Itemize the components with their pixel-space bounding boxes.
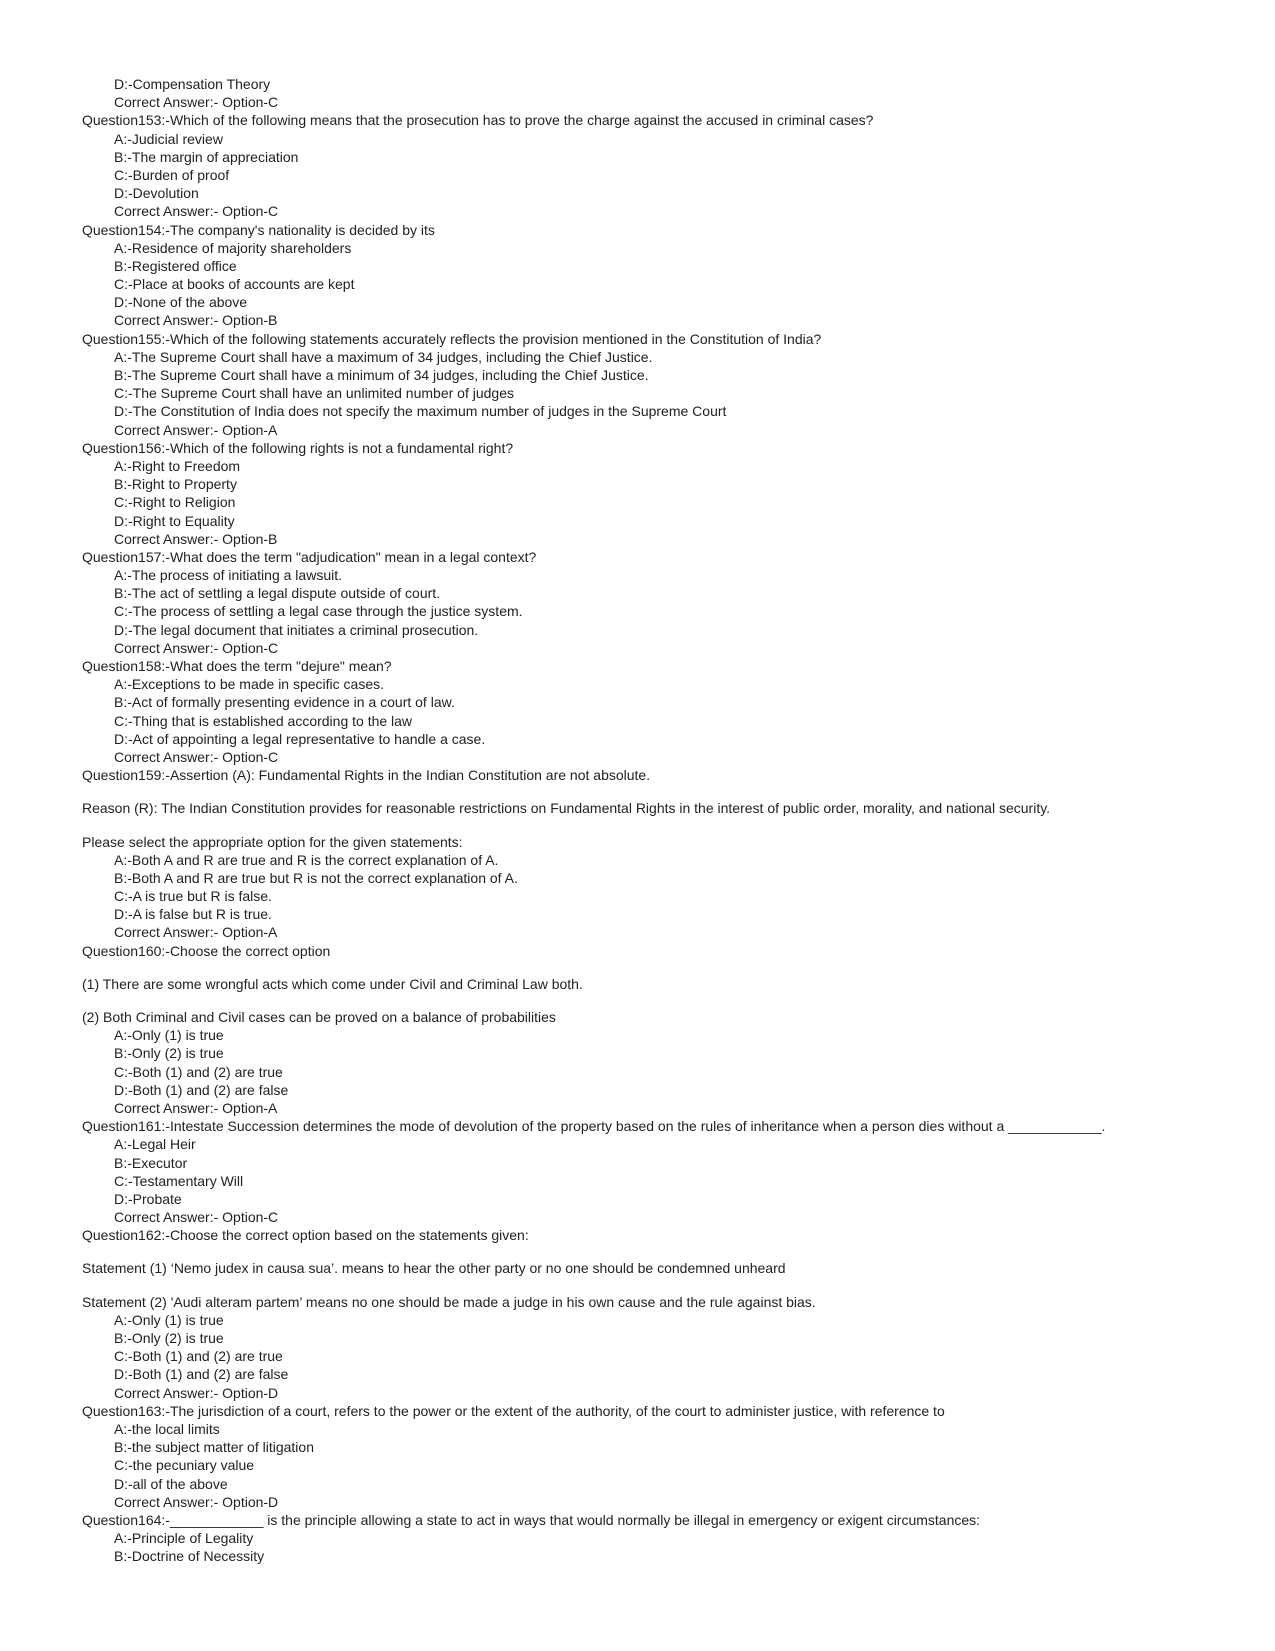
correct-answer: Correct Answer:- Option-D xyxy=(114,1384,279,1401)
option-line: D:-Both (1) and (2) are false xyxy=(114,1081,289,1098)
question-text: Question162:-Choose the correct option based on the statements given: xyxy=(82,1227,529,1244)
option-line: D:-Probate xyxy=(114,1190,182,1207)
option-line: A:-The process of initiating a lawsuit. xyxy=(114,567,342,584)
option-line: C:-The Supreme Court shall have an unlimited number of judges xyxy=(114,385,514,402)
question-text: Question154:-The company's nationality is decided by its xyxy=(82,221,435,238)
question-block xyxy=(82,548,1262,657)
option-line: C:-Burden of proof xyxy=(114,166,230,183)
question-statement: (1) There are some wrongful acts which come under Civil and Criminal Law both. xyxy=(82,975,583,992)
correct-answer: Correct Answer:- Option-C xyxy=(114,94,279,111)
option-line: D:-Right to Equality xyxy=(114,512,235,529)
option-line: D:-Devolution xyxy=(114,185,199,202)
option-line: A:-Legal Heir xyxy=(114,1136,196,1153)
question-block xyxy=(82,1117,1262,1226)
option-line: B:-The margin of appreciation xyxy=(114,148,299,165)
option-line: D:-None of the above xyxy=(114,294,248,311)
correct-answer: Correct Answer:- Option-A xyxy=(114,1099,278,1116)
option-line: D:-The Constitution of India does not specify the maximum number of judges in the Supreme Court xyxy=(114,403,727,420)
option-line: D:-A is false but R is true. xyxy=(114,906,272,923)
question-statement: Statement (2) 'Audi alteram partem’ means no one should be made a judge in his own cause and the rule against bias. xyxy=(82,1293,816,1310)
option-line: A:-Residence of majority shareholders xyxy=(114,239,352,256)
option-line: A:-the local limits xyxy=(114,1420,220,1437)
option-line: D:-Both (1) and (2) are false xyxy=(114,1366,289,1383)
option-line: B:-Doctrine of Necessity xyxy=(114,1548,265,1565)
option-line: C:-Both (1) and (2) are true xyxy=(114,1063,283,1080)
question-document xyxy=(82,75,1262,1565)
question-text: Question153:-Which of the following means that the prosecution has to prove the charge against the accused in criminal cases? xyxy=(82,112,874,129)
option-line: C:-Place at books of accounts are kept xyxy=(114,276,355,293)
question-block xyxy=(82,657,1262,766)
question-text: Question159:-Assertion (A): Fundamental Rights in the Indian Constitution are not absolute. xyxy=(82,767,651,784)
question-text: Question158:-What does the term "dejure" mean? xyxy=(82,658,392,674)
option-line: C:-The process of settling a legal case through the justice system. xyxy=(114,603,523,620)
correct-answer: Correct Answer:- Option-C xyxy=(114,639,279,656)
question-block xyxy=(82,221,1262,330)
option-line: C:-A is true but R is false. xyxy=(114,888,272,905)
correct-answer: Correct Answer:- Option-C xyxy=(114,748,279,765)
option-line: A:-Judicial review xyxy=(114,130,223,147)
option-line: A:-Exceptions to be made in specific cases. xyxy=(114,676,385,693)
option-line: B:-Only (2) is true xyxy=(114,1330,224,1346)
option-line: B:-Both A and R are true but R is not the correct explanation of A. xyxy=(114,869,518,886)
option-line: D:-The legal document that initiates a criminal prosecution. xyxy=(114,621,479,638)
question-block xyxy=(82,111,1262,220)
question-block xyxy=(82,330,1262,439)
option-line: A:-Principle of Legality xyxy=(114,1530,254,1547)
correct-answer: Correct Answer:- Option-B xyxy=(114,312,278,329)
option-line: B:-The act of settling a legal dispute outside of court. xyxy=(114,585,441,602)
option-line: B:-Act of formally presenting evidence in a court of law. xyxy=(114,694,455,711)
question-text: Question163:-The jurisdiction of a court, refers to the power or the extent of the authority, of the court to administer justice, with reference to xyxy=(82,1402,945,1419)
question-text: Question156:-Which of the following rights is not a fundamental right? xyxy=(82,439,514,456)
option-line: D:-Compensation Theory xyxy=(114,76,271,92)
option-line: B:-the subject matter of litigation xyxy=(114,1439,314,1456)
question-statement: Please select the appropriate option for the given statements: xyxy=(82,833,463,850)
question-text: Question161:-Intestate Succession determines the mode of devolution of the property based on the rules of inheritance when a person dies without a ____________. xyxy=(82,1118,1106,1135)
option-line: B:-Executor xyxy=(114,1154,188,1171)
question-block xyxy=(82,766,1262,942)
option-line: A:-Right to Freedom xyxy=(114,457,241,474)
option-line: B:-The Supreme Court shall have a minimum of 34 judges, including the Chief Justice. xyxy=(114,367,649,383)
question-block xyxy=(82,942,1262,1118)
option-line: B:-Registered office xyxy=(114,257,237,274)
question-text: Question164:-____________ is the principle allowing a state to act in ways that would normally be illegal in emergency or exigent circumstances: xyxy=(82,1511,981,1528)
option-line: B:-Only (2) is true xyxy=(114,1045,224,1062)
correct-answer: Correct Answer:- Option-C xyxy=(114,203,279,220)
correct-answer: Correct Answer:- Option-D xyxy=(114,1493,279,1510)
question-block xyxy=(82,1226,1262,1402)
option-line: C:-Testamentary Will xyxy=(114,1172,244,1189)
correct-answer: Correct Answer:- Option-A xyxy=(114,924,278,941)
option-line: C:-Right to Religion xyxy=(114,494,236,511)
question-block xyxy=(82,1511,1262,1566)
option-line: A:-Only (1) is true xyxy=(114,1311,224,1328)
question-list xyxy=(82,111,1262,1565)
correct-answer: Correct Answer:- Option-B xyxy=(114,530,278,547)
question-statement: Statement (1) ‘Nemo judex in causa sua’. means to hear the other party or no one should be condemned unheard xyxy=(82,1260,786,1277)
option-line: B:-Right to Property xyxy=(114,476,237,493)
question-text: Question155:-Which of the following statements accurately reflects the provision mentioned in the Constitution of India? xyxy=(82,330,822,347)
correct-answer: Correct Answer:- Option-C xyxy=(114,1209,279,1226)
option-line: D:-all of the above xyxy=(114,1475,228,1492)
question-block xyxy=(82,439,1262,548)
question-text: Question157:-What does the term "adjudication" mean in a legal context? xyxy=(82,548,537,565)
option-line: D:-Act of appointing a legal representative to handle a case. xyxy=(114,730,486,747)
option-line: C:-Thing that is established according to the law xyxy=(114,712,413,729)
question-block xyxy=(82,1402,1262,1511)
option-line: A:-The Supreme Court shall have a maximum of 34 judges, including the Chief Justice. xyxy=(114,348,653,365)
option-line: A:-Only (1) is true xyxy=(114,1027,224,1044)
option-line: A:-Both A and R are true and R is the correct explanation of A. xyxy=(114,851,499,868)
question-text: Question160:-Choose the correct option xyxy=(82,942,331,959)
option-line: C:-Both (1) and (2) are true xyxy=(114,1348,283,1365)
question-statement: (2) Both Criminal and Civil cases can be proved on a balance of probabilities xyxy=(82,1009,556,1025)
option-line: C:-the pecuniary value xyxy=(114,1457,255,1474)
question-statement: Reason (R): The Indian Constitution provides for reasonable restrictions on Fundamental Rights in the interest of public order, morality, and national security. xyxy=(82,800,1051,817)
correct-answer: Correct Answer:- Option-A xyxy=(114,421,278,438)
